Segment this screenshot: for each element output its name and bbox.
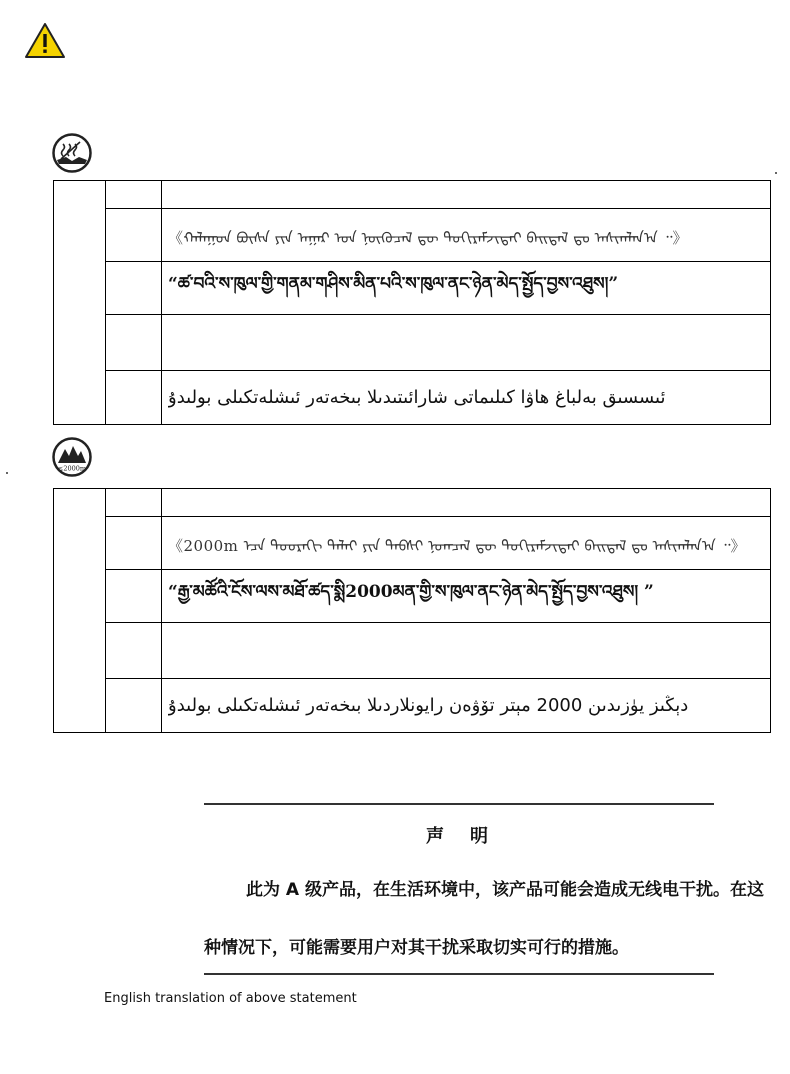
table-row (54, 262, 771, 315)
language-cell (106, 209, 162, 262)
statement-line-2: 种情况下，可能需要用户对其干扰采取切实可行的措施。 (204, 938, 629, 958)
uyghur-text-cell (162, 679, 771, 733)
table-row (54, 679, 771, 733)
language-cell (106, 489, 162, 517)
mongolian-text: 《ᠬᠠᠯᠠᠭᠤᠨ ᠪᠦᠰᠡ ᠶᠢᠨ ᠠᠭᠠᠷ ᠤᠨ ᠨᠥᠬᠦᠴᠡᠯ ᠳᠦ ᠲᠣᠬᠢᠷᠠᠮᠵᠢᠲᠠᠢ ᠪᠠᠢᠳᠠᠯ ᠳᠤ ᠠᠰᠢᠭᠯᠠᠨ᠎ᠠ ᠃》 (168, 229, 688, 247)
language-cell (106, 570, 162, 623)
language-cell (106, 517, 162, 570)
merged-cell (54, 181, 106, 425)
language-cell (106, 371, 162, 425)
table-row (54, 623, 771, 679)
altitude-language-table (53, 488, 771, 733)
table-row (54, 517, 771, 570)
uyghur-text-cell (162, 371, 771, 425)
text-cell (162, 623, 771, 679)
table-row (54, 315, 771, 371)
text-cell (162, 315, 771, 371)
table-row (54, 489, 771, 517)
statement-line-1: 此为 A 级产品，在生活环境中，该产品可能会造成无线电干扰。在这 (246, 880, 764, 900)
text-cell (162, 181, 771, 209)
mongolian-text-cell (162, 209, 771, 262)
tropical-language-table (53, 180, 771, 425)
statement-title: 声 明 (426, 826, 492, 847)
table-row (54, 570, 771, 623)
language-cell (106, 181, 162, 209)
tibetan-text-cell (162, 570, 771, 623)
tibetan-text-cell (162, 262, 771, 315)
table-row (54, 209, 771, 262)
class-a-statement (204, 803, 764, 975)
warning-triangle-icon (24, 22, 66, 60)
altitude-2000m-icon (52, 437, 92, 477)
no-tropical-climate-icon (52, 133, 92, 173)
merged-cell (54, 489, 106, 733)
english-translation-caption: English translation of above statement (104, 991, 357, 1006)
mongolian-text: 《2000m ᠡᠴᠡ ᠳᠣᠣᠷᠠᠬᠢ ᠳᠠᠯᠠᠢ ᠶᠢᠨ ᠲᠡᠪᠰᠢ ᠨᠣᠬᠴᠠᠯ ᠳᠦ ᠲᠣᠬᠢᠷᠠᠮᠵᠢᠲᠠᠢ ᠪᠠᠢᠳᠠᠯ ᠳᠤ ᠠᠰᠢᠭᠯᠠᠨ᠎ᠠ ᠃》 (168, 537, 746, 555)
stray-mark (6, 472, 8, 474)
uyghur-text: ئىسسىق بەلباغ ھاۋا كىلىماتى شارائىتىدىلا بىخەتەر ئىشلەتكىلى بولىدۇ (168, 387, 666, 408)
uyghur-text: دېڭىز يۈزىدىن 2000 مېتر تۆۋەن رايونلاردىلا بىخەتەر ئىشلەتكىلى بولىدۇ (168, 695, 689, 716)
stray-mark (775, 172, 777, 174)
table-row (54, 181, 771, 209)
tibetan-text: “རྒྱ་མཚོའི་ངོས་ལས་མཐོ་ཚད་སྨི2000མན་གྱི་ས་ཁུལ་ནང་ཉེན་མེད་སྤྱོད་བྱས་འཐུས། ” (168, 582, 654, 602)
language-cell (106, 262, 162, 315)
text-cell (162, 489, 771, 517)
mongolian-text-cell (162, 517, 771, 570)
language-cell (106, 623, 162, 679)
table-row (54, 371, 771, 425)
altitude-label: ≤2000m (57, 464, 87, 473)
tibetan-text: “ཚ་བའི་ས་ཁུལ་གྱི་གནམ་གཤིས་མིན་པའི་ས་ཁུལ་ནང་ཉེན་མེད་སྤྱོད་བྱས་འཐུས།” (168, 274, 619, 294)
language-cell (106, 679, 162, 733)
language-cell (106, 315, 162, 371)
